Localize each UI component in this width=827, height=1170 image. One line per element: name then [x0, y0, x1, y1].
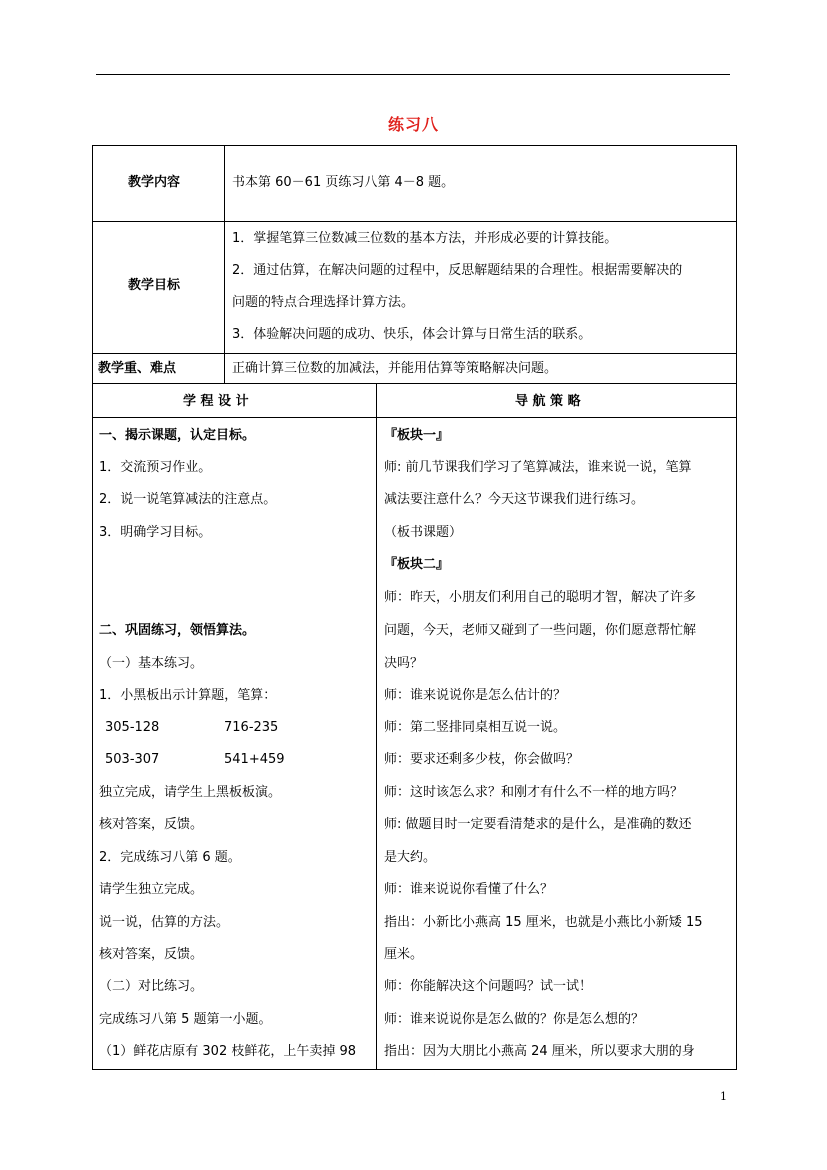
right-line: 减法要注意什么？今天这节课我们进行练习。: [384, 492, 645, 507]
page-title: 练习八: [387, 115, 439, 134]
right-line: （板书课题）: [384, 525, 463, 540]
goals-label: 教学目标: [128, 278, 181, 293]
left-line: 2．说一说笔算减法的注意点。: [99, 492, 277, 507]
right-line: 厘米。: [384, 947, 424, 962]
focus-text: 正确计算三位数的加减法，并能用估算等策略解决问题。: [232, 361, 558, 376]
content-text: 书本第 60－61 页练习八第 4－8 题。: [232, 175, 455, 190]
right-line: 师：第二竖排同桌相互说一说。: [384, 720, 567, 735]
right-line: 是大约。: [384, 850, 437, 865]
left-equation: 541+459: [224, 752, 285, 767]
left-line: 3．明确学习目标。: [99, 525, 212, 540]
left-line: 完成练习八第 5 题第一小题。: [99, 1012, 272, 1027]
goals-line: 1．掌握笔算三位数减三位数的基本方法，并形成必要的计算技能。: [232, 231, 618, 246]
goals-line: 问题的特点合理选择计算方法。: [232, 295, 415, 310]
page-number: 1: [720, 1090, 727, 1103]
left-equation: 503-307: [105, 752, 160, 767]
right-column-header: 导 航 策 略: [515, 394, 581, 409]
left-line: 1．小黑板出示计算题，笔算：: [99, 688, 277, 703]
left-line: 一、揭示课题，认定目标。: [99, 428, 256, 443]
left-line: （二）对比练习。: [99, 979, 204, 994]
right-line: 决吗？: [384, 656, 424, 671]
right-line: 师：谁来说说你是怎么估计的？: [384, 688, 567, 703]
header-rule: [96, 74, 730, 75]
right-line: 『板块一』: [384, 428, 450, 443]
right-line: 师：谁来说说你是怎么做的？你是怎么想的？: [384, 1012, 645, 1027]
focus-label: 教学重、难点: [98, 361, 177, 376]
right-line: 师: 前几节课我们学习了笔算减法，谁来说一说，笔算: [384, 460, 692, 475]
left-line: （1）鲜花店原有 302 枝鲜花，上午卖掉 98: [99, 1044, 357, 1059]
right-line: 师：谁来说说你看懂了什么？: [384, 882, 554, 897]
left-line: 核对答案，反馈。: [99, 947, 204, 962]
left-line: 1．交流预习作业。: [99, 460, 212, 475]
right-line: 师：昨天，小朋友们利用自己的聪明才智，解决了许多: [384, 590, 697, 605]
right-line: 师：这时该怎么求？和刚才有什么不一样的地方吗？: [384, 785, 684, 800]
left-line: 核对答案，反馈。: [99, 817, 204, 832]
left-column-header: 学 程 设 计: [183, 394, 249, 409]
left-line: 二、巩固练习，领悟算法。: [99, 623, 256, 638]
right-line: 『板块二』: [384, 557, 450, 572]
goals-line: 2．通过估算，在解决问题的过程中，反思解题结果的合理性。根据需要解决的: [232, 263, 683, 278]
left-line: 请学生独立完成。: [99, 882, 204, 897]
left-equation: 716-235: [224, 720, 279, 735]
left-line: 2．完成练习八第 6 题。: [99, 850, 241, 865]
left-equation: 305-128: [105, 720, 160, 735]
left-line: 说一说，估算的方法。: [99, 915, 230, 930]
right-body-cell: [376, 417, 737, 1070]
right-line: 师: 做题目时一定要看清楚求的是什么，是准确的数还: [384, 817, 692, 832]
left-line: （一）基本练习。: [99, 656, 204, 671]
right-line: 师：你能解决这个问题吗？试一试！: [384, 979, 593, 994]
right-line: 问题，今天，老师又碰到了一些问题，你们愿意帮忙解: [384, 623, 697, 638]
right-line: 指出：因为大朋比小燕高 24 厘米，所以要求大朋的身: [384, 1044, 695, 1059]
left-body-cell: [92, 417, 377, 1070]
left-line: 独立完成，请学生上黑板板演。: [99, 785, 282, 800]
content-label: 教学内容: [128, 175, 181, 190]
right-line: 师：要求还剩多少枝，你会做吗？: [384, 752, 580, 767]
right-line: 指出：小新比小燕高 15 厘米，也就是小燕比小新矮 15: [384, 915, 703, 930]
goals-line: 3．体验解决问题的成功、快乐，体会计算与日常生活的联系。: [232, 327, 592, 342]
